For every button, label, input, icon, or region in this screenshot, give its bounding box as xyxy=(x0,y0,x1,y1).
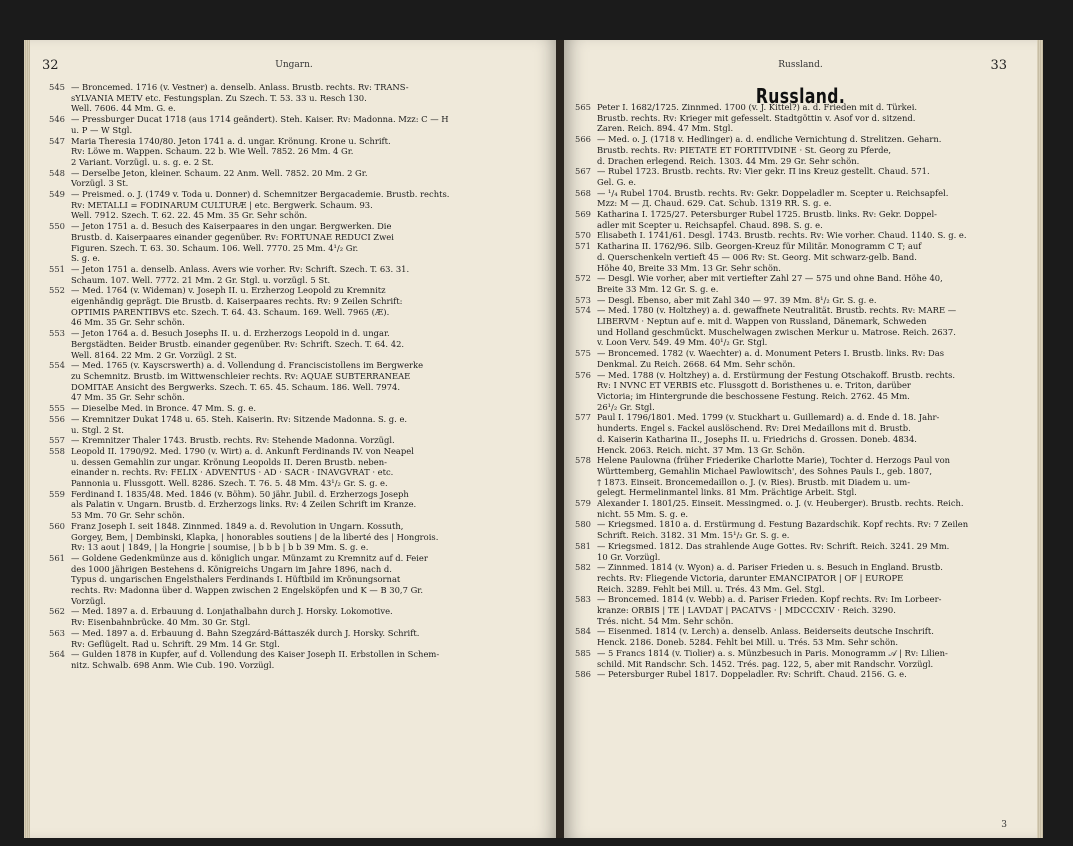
entry-line: — Desgl. Wie vorher, aber mit vertiefter Zahl 27 — 575 und ohne Band. Höhe 40, xyxy=(597,273,943,284)
entry-number: 561 xyxy=(49,552,65,563)
entry-line: — Med. 1897 a. d. Erbauung d. Bahn Szegzárd-Báttaszék durch J. Horsky. Schrift. xyxy=(71,627,420,638)
entry-line: Rv: I NVNC ET VERBIS etc. Flussgott d. Boristhenes u. e. Triton, darüber xyxy=(597,380,911,391)
entry-line: nitz. Schwalb. 698 Anm. Wie Cub. 190. Vorzügl. xyxy=(71,659,275,670)
catalog-entry xyxy=(564,594,1029,626)
entry-line: des 1000 jährigen Bestehens d. Königreichs Ungarn im Jahre 1896, nach d. xyxy=(71,563,392,574)
entry-line: und Holland geschmückt. Muschelwagen zwischen Merkur u. Matrose. Reich. 2637. xyxy=(597,326,956,337)
entry-text xyxy=(71,435,550,446)
entry-number: 555 xyxy=(49,403,65,414)
entry-line: eigenhändig geprägt. Die Brustb. d. Kaiserpaares rechts. Rv: 9 Zeilen Schrift: xyxy=(71,296,403,307)
entry-number: 552 xyxy=(49,285,65,296)
entry-line: — ¹/₄ Rubel 1704. Brustb. rechts. Rv: Gekr. Doppeladler m. Scepter u. Reichsapfel. xyxy=(597,187,949,198)
entry-text xyxy=(597,541,1029,562)
catalog-entry xyxy=(564,230,1029,241)
catalog-entry xyxy=(38,264,550,285)
entry-line: Henck. 2063. Reich. nicht. 37 Mm. 13 Gr. Schön. xyxy=(597,444,806,455)
entry-number: 583 xyxy=(575,594,591,605)
entry-line: Brustb. d. Kaiserpaares einander gegenüber. Rv: FORTUNAE REDUCI Zwei xyxy=(71,231,394,242)
catalog-entry xyxy=(564,669,1029,680)
entry-line: Well. 7912. Szech. T. 62. 22. 45 Mm. 35 Gr. Sehr schön. xyxy=(71,210,308,221)
entry-number: 568 xyxy=(575,187,591,198)
entry-text xyxy=(597,134,1029,166)
entry-line: Paul I. 1796/1801. Med. 1799 (v. Stuckhart u. Guillemard) a. d. Ende d. 18. Jahr- xyxy=(597,412,940,423)
entry-line: OPTIMIS PARENTIBVS etc. Szech. T. 64. 43. Schaum. 169. Well. 7965 (Æ). xyxy=(71,306,390,317)
entry-text xyxy=(71,649,550,670)
entry-text xyxy=(597,562,1029,594)
entry-line: 53 Mm. 70 Gr. Sehr schön. xyxy=(71,510,185,521)
entry-line: Rv: METALLI = FODINARUM CULTURÆ | etc. Bergwerk. Schaum. 93. xyxy=(71,199,373,210)
entry-line: Gorgey, Bem, | Dembinski, Klapka, | honorables soutiens | de la liberté des | Hongrois. xyxy=(71,531,439,542)
catalog-entry xyxy=(564,348,1029,369)
entry-line: Brustb. rechts. Rv: PIETATE ET FORTITVDINE · St. Georg zu Pferde, xyxy=(597,144,892,155)
entry-line: einander n. rechts. Rv: FELIX · ADVENTUS · AD · SACR · INAVGVRAT · etc. xyxy=(71,467,394,478)
entry-text xyxy=(597,519,1029,540)
entry-line: Reich. 3289. Fehlt bei Mill. u. Trés. 43 Mm. Gel. Stgl. xyxy=(597,583,825,594)
entry-line: Well. 7606. 44 Mm. G. e. xyxy=(71,103,176,114)
entry-line: Trés. nicht. 54 Mm. Sehr schön. xyxy=(597,615,734,626)
entry-text xyxy=(71,264,550,285)
catalog-entry xyxy=(564,498,1029,519)
entry-line: d. Drachen erlegend. Reich. 1303. 44 Mm. 29 Gr. Sehr schön. xyxy=(597,155,860,166)
entry-number: 578 xyxy=(575,455,591,466)
entry-line: nicht. 55 Mm. S. g. e. xyxy=(597,508,689,519)
entry-line: Henck. 2186. Doneb. 5284. Fehlt bei Mill. u. Trés. 53 Mm. Sehr schön. xyxy=(597,637,899,648)
entry-line: sYLVANIA METV etc. Festungsplan. Zu Szech. T. 53. 33 u. Resch 130. xyxy=(71,92,367,103)
entry-line: Höhe 40, Breite 33 Mm. 13 Gr. Sehr schön. xyxy=(597,262,781,273)
entry-line: — Goldene Gedenkmünze aus d. königlich ungar. Münzamt zu Kremnitz auf d. Feier xyxy=(71,552,428,563)
catalog-entry xyxy=(38,649,550,670)
entry-text xyxy=(597,295,1029,306)
entry-number: 547 xyxy=(49,135,65,146)
catalog-entry xyxy=(564,102,1029,134)
catalog-entry xyxy=(38,136,550,168)
entry-text xyxy=(71,489,550,521)
entry-line: Württemberg, Gemahlin Michael Pawlowitsch', des Sohnes Pauls I., geb. 1807, xyxy=(597,465,932,476)
entry-line: — Derselbe Jeton, kleiner. Schaum. 22 Anm. Well. 7852. 20 Mm. 2 Gr. xyxy=(71,167,368,178)
entry-line: — Kremnitzer Dukat 1748 u. 65. Steh. Kaiserin. Rv: Sitzende Madonna. S. g. e. xyxy=(71,413,408,424)
catalog-entry xyxy=(564,241,1029,273)
entry-line: — Kremnitzer Thaler 1743. Brustb. rechts. Rv: Stehende Madonna. Vorzügl. xyxy=(71,435,395,446)
entry-text xyxy=(71,446,550,489)
entry-text xyxy=(71,521,550,553)
entry-line: Pannonia u. Flussgott. Well. 8286. Szech. T. 76. 5. 48 Mm. 43¹/₂ Gr. S. g. e. xyxy=(71,478,388,489)
entry-line: 10 Gr. Vorzügl. xyxy=(597,551,661,562)
entry-number: 567 xyxy=(575,166,591,177)
entry-text xyxy=(597,648,1029,669)
entry-line: — Preismed. o. J. (1749 v. Toda u. Donner) d. Schemnitzer Bergacademie. Brustb. rechts. xyxy=(71,189,450,200)
catalog-entry xyxy=(38,221,550,264)
catalog-entry xyxy=(564,412,1029,455)
entry-number: 545 xyxy=(49,82,65,92)
entry-number: 559 xyxy=(49,488,65,499)
entry-line: 46 Mm. 35 Gr. Sehr schön. xyxy=(71,317,185,328)
entry-number: 569 xyxy=(575,209,591,220)
entry-line: Katharina I. 1725/27. Petersburger Rubel 1725. Brustb. links. Rv: Gekr. Doppel- xyxy=(597,209,937,220)
entry-text xyxy=(597,498,1029,519)
entry-line: v. Loon Verv. 549. 49 Mm. 40¹/₂ Gr. Stgl. xyxy=(597,337,768,348)
entry-line: Gel. G. e. xyxy=(597,176,636,187)
entry-line: Denkmal. Zu Reich. 2668. 64 Mm. Sehr schön. xyxy=(597,358,796,369)
entry-line: adler mit Scepter u. Reichsapfel. Chaud. 898. S. g. e. xyxy=(597,219,823,230)
entry-line: Mzz: M — Д. Chaud. 629. Cat. Schub. 1319 RR. S. g. e. xyxy=(597,198,832,209)
entry-line: — Pressburger Ducat 1718 (aus 1714 geändert). Steh. Kaiser. Rv: Madonna. Mzz: C — H xyxy=(71,114,449,125)
entry-text xyxy=(71,606,550,627)
left-running-head: Ungarn. xyxy=(275,60,313,70)
entry-text xyxy=(71,328,550,360)
catalog-entry xyxy=(564,134,1029,166)
entry-line: Ferdinand I. 1835/48. Med. 1846 (v. Böhm). 50 jähr. Jubil. d. Erzherzogs Joseph xyxy=(71,488,409,499)
entry-line: — Kriegsmed. 1810 a. d. Erstürmung d. Festung Bazardschik. Kopf rechts. Rv: 7 Zeilen xyxy=(597,519,969,530)
catalog-entry xyxy=(38,114,550,135)
entry-line: hunderts. Engel s. Fackel auslöschend. Rv: Drei Medaillons mit d. Brustb. xyxy=(597,423,911,434)
entry-line: Helene Paulowna (früher Friederike Charlotte Marie), Tochter d. Herzogs Paul von xyxy=(597,455,951,466)
entry-text xyxy=(597,412,1029,455)
catalog-entry xyxy=(38,446,550,489)
entry-line: LIBERVM · Neptun auf e. mit d. Wappen von Russland, Dänemark, Schweden xyxy=(597,316,927,327)
entry-text xyxy=(597,626,1029,647)
catalog-entry xyxy=(564,519,1029,540)
catalog-entry xyxy=(38,189,550,221)
entry-line: — Med. 1780 (v. Holtzhey) a. d. gewaffnete Neutralität. Brustb. rechts. Rv: MARE — xyxy=(597,305,957,316)
catalog-entry xyxy=(564,626,1029,647)
catalog-entry xyxy=(38,628,550,649)
entry-text xyxy=(597,594,1029,626)
entry-line: Figuren. Szech. T. 63. 30. Schaum. 106. Well. 7770. 25 Mm. 4¹/₂ Gr. xyxy=(71,242,359,253)
catalog-entry xyxy=(564,305,1029,348)
entry-line: rechts. Rv: Madonna über d. Wappen zwischen 2 Engelsköpfen und K — B 30,7 Gr. xyxy=(71,585,424,596)
entry-line: als Palatin v. Ungarn. Brustb. d. Erzherzogs links. Rv: 4 Zeilen Schrift im Kranze. xyxy=(71,499,417,510)
catalog-entry xyxy=(564,455,1029,498)
entry-line: Maria Theresia 1740/80. Jeton 1741 a. d. ungar. Krönung. Krone u. Schrift. xyxy=(71,135,391,146)
entry-line: rechts. Rv: Fliegende Victoria, darunter EMANCIPATOR | OF | EUROPE xyxy=(597,572,904,583)
entry-text xyxy=(71,628,550,649)
entry-line: — Broncemed. 1782 (v. Waechter) a. d. Monument Peters I. Brustb. links. Rv: Das xyxy=(597,348,945,359)
entry-line: u. Stgl. 2 St. xyxy=(71,424,124,435)
entry-number: 581 xyxy=(575,540,591,551)
left-entry-list xyxy=(38,82,550,671)
right-page-number: 33 xyxy=(990,58,1007,73)
entry-text xyxy=(597,188,1029,209)
entry-number: 573 xyxy=(575,294,591,305)
entry-line: — Dieselbe Med. in Bronce. 47 Mm. S. g. e. xyxy=(71,403,257,414)
left-page xyxy=(30,40,558,838)
entry-text xyxy=(597,370,1029,413)
entry-line: Rv: Löwe m. Wappen. Schaum. 22 b. Wie Well. 7852. 26 Mm. 4 Gr. xyxy=(71,146,354,157)
catalog-entry xyxy=(564,188,1029,209)
catalog-entry xyxy=(38,435,550,446)
entry-line: Rv: Eisenbahnbrücke. 40 Mm. 30 Gr. Stgl. xyxy=(71,617,251,628)
entry-line: DOMITAE Ansicht des Bergwerks. Szech. T. 65. 45. Schaum. 186. Well. 7974. xyxy=(71,381,401,392)
entry-number: 577 xyxy=(575,412,591,423)
entry-line: — Jeton 1751 a. d. Besuch des Kaiserpaares in den ungar. Bergwerken. Die xyxy=(71,221,392,232)
entry-number: 571 xyxy=(575,241,591,252)
entry-line: Bergstädten. Beider Brustb. einander gegenüber. Rv: Schrift. Szech. T. 64. 42. xyxy=(71,338,405,349)
entry-number: 562 xyxy=(49,606,65,617)
entry-number: 582 xyxy=(575,562,591,573)
entry-line: — Med. o. J. (1718 v. Hedlinger) a. d. endliche Vernichtung d. Strelitzen. Geharn. xyxy=(597,134,942,145)
entry-line: † 1873. Einseit. Broncemedaillon o. J. (v. Ries). Brustb. mit Diadem u. um- xyxy=(597,476,911,487)
entry-line: — Med. 1764 (v. Wideman) v. Joseph II. u. Erzherzog Leopold zu Kremnitz xyxy=(71,285,386,296)
entry-number: 574 xyxy=(575,305,591,316)
entry-line: — Petersburger Rubel 1817. Doppeladler. Rv: Schrift. Chaud. 2156. G. e. xyxy=(597,669,907,680)
entry-text xyxy=(597,305,1029,348)
entry-line: Brustb. rechts. Rv: Krieger mit gefesselt. Stadtgöttin v. Asof vor d. sitzend. xyxy=(597,112,916,123)
entry-line: u. P — W Stgl. xyxy=(71,124,133,135)
entry-text xyxy=(71,414,550,435)
entry-line: schild. Mit Randschr. Sch. 1452. Trés. pag. 122, 5, aber mit Randschr. Vorzügl. xyxy=(597,658,934,669)
catalog-entry xyxy=(38,168,550,189)
entry-line: Peter I. 1682/1725. Zinnmed. 1700 (v. J. Kittel?) a. d. Frieden mit d. Türkei. xyxy=(597,102,918,112)
catalog-entry xyxy=(564,541,1029,562)
entry-line: S. g. e. xyxy=(71,253,101,264)
entry-line: kranze: ORBIS | TE | LAVDAT | PACATVS · | MDCCCXIV · Reich. 3290. xyxy=(597,605,896,616)
catalog-entry xyxy=(38,403,550,414)
entry-number: 546 xyxy=(49,114,65,125)
entry-text xyxy=(71,403,550,414)
entry-number: 570 xyxy=(575,230,591,241)
catalog-entry xyxy=(38,360,550,403)
entry-line: — 5 Francs 1814 (v. Tiolier) a. s. Münzbesuch in Paris. Monogramm 𝒜 | Rv: Lilien- xyxy=(597,647,948,658)
entry-text xyxy=(597,209,1029,230)
entry-text xyxy=(71,285,550,328)
entry-number: 584 xyxy=(575,626,591,637)
entry-line: — Jeton 1751 a. denselb. Anlass. Avers wie vorher. Rv: Schrift. Szech. T. 63. 31. xyxy=(71,263,410,274)
entry-number: 558 xyxy=(49,445,65,456)
entry-line: Rv: 13 aout | 1849, | la Hongrie | soumise, | b b b | b b 39 Mm. S. g. e. xyxy=(71,542,369,553)
entry-line: gelegt. Hermelinmantel links. 81 Mm. Prächtige Arbeit. Stgl. xyxy=(597,487,857,498)
catalog-entry xyxy=(564,562,1029,594)
right-entry-list xyxy=(564,102,1029,680)
left-page-number: 32 xyxy=(42,58,59,73)
entry-number: 563 xyxy=(49,627,65,638)
entry-line: Katharina II. 1762/96. Silb. Georgen-Kreuz für Militär. Monogramm C T; auf xyxy=(597,241,922,252)
entry-line: Breite 33 Mm. 12 Gr. S. g. e. xyxy=(597,283,719,294)
catalog-entry xyxy=(564,209,1029,230)
entry-number: 560 xyxy=(49,520,65,531)
entry-line: d. Querschenkeln vertieft 45 — 006 Rv: St. Georg. Mit schwarz-gelb. Band. xyxy=(597,251,917,262)
entry-line: zu Schemnitz. Brustb. im Wittwenschleier rechts. Rv: AQUAE SUBTERRANEAE xyxy=(71,370,411,381)
entry-line: — Med. 1897 a. d. Erbauung d. Lonjathalbahn durch J. Horsky. Lokomotive. xyxy=(71,606,393,617)
entry-text xyxy=(597,455,1029,498)
catalog-entry xyxy=(38,82,550,114)
entry-line: Alexander I. 1801/25. Einseit. Messingmed. o. J. (v. Heuberger). Brustb. rechts. Reich. xyxy=(597,498,964,509)
entry-line: — Jeton 1764 a. d. Besuch Josephs II. u. d. Erzherzogs Leopold in d. ungar. xyxy=(71,328,390,339)
right-page-edge xyxy=(1037,40,1043,838)
catalog-entry xyxy=(564,295,1029,306)
catalog-entry xyxy=(38,414,550,435)
entry-line: — Med. 1788 (v. Holtzhey) a. d. Erstürmung der Festung Otschakoff. Brustb. rechts. xyxy=(597,369,956,380)
entry-text xyxy=(597,102,1029,134)
entry-text xyxy=(71,114,550,135)
catalog-entry xyxy=(564,648,1029,669)
entry-text xyxy=(71,553,550,607)
entry-number: 572 xyxy=(575,273,591,284)
entry-line: Leopold II. 1790/92. Med. 1790 (v. Wirt) a. d. Ankunft Ferdinands IV. von Neapel xyxy=(71,445,414,456)
entry-number: 564 xyxy=(49,649,65,660)
entry-line: Schaum. 107. Well. 7772. 21 Mm. 2 Gr. Stgl. u. vorzügl. 5 St. xyxy=(71,274,331,285)
catalog-entry xyxy=(38,606,550,627)
entry-line: — Eisenmed. 1814 (v. Lerch) a. denselb. Anlass. Beiderseits deutsche Inschrift. xyxy=(597,626,934,637)
entry-line: — Gulden 1878 in Kupfer, auf d. Vollendung des Kaiser Joseph II. Erbstollen in Schem- xyxy=(71,649,440,660)
entry-line: Zaren. Reich. 894. 47 Mm. Stgl. xyxy=(597,123,734,134)
section-title: Russland. xyxy=(755,84,846,108)
entry-text xyxy=(71,168,550,189)
entry-line: Elisabeth I. 1741/61. Desgl. 1743. Brustb. rechts. Rv: Wie vorher. Chaud. 1140. S. g. e. xyxy=(597,230,967,241)
entry-number: 554 xyxy=(49,360,65,371)
entry-line: — Zinnmed. 1814 (v. Wyon) a. d. Pariser Frieden u. s. Besuch in England. Brustb. xyxy=(597,562,943,573)
entry-number: 586 xyxy=(575,669,591,680)
catalog-entry xyxy=(38,553,550,607)
catalog-entry xyxy=(564,166,1029,187)
catalog-entry xyxy=(38,489,550,521)
entry-number: 585 xyxy=(575,647,591,658)
entry-number: 580 xyxy=(575,519,591,530)
entry-text xyxy=(71,82,550,114)
entry-number: 551 xyxy=(49,263,65,274)
entry-line: — Kriegsmed. 1812. Das strahlende Auge Gottes. Rv: Schrift. Reich. 3241. 29 Mm. xyxy=(597,540,950,551)
entry-number: 575 xyxy=(575,348,591,359)
entry-line: Well. 8164. 22 Mm. 2 Gr. Vorzügl. 2 St. xyxy=(71,349,237,360)
entry-line: — Broncemed. 1814 (v. Webb) a. d. Pariser Frieden. Kopf rechts. Rv: Im Lorbeer- xyxy=(597,594,942,605)
catalog-entry xyxy=(38,285,550,328)
right-running-head: Russland. xyxy=(778,60,823,70)
catalog-entry xyxy=(564,370,1029,413)
entry-number: 549 xyxy=(49,189,65,200)
entry-text xyxy=(597,669,1029,680)
entry-text xyxy=(597,348,1029,369)
right-page xyxy=(564,40,1037,838)
entry-number: 556 xyxy=(49,413,65,424)
entry-line: Typus d. ungarischen Engelsthalers Ferdinands I. Hüftbild im Krönungsornat xyxy=(71,574,401,585)
entry-number: 566 xyxy=(575,134,591,145)
entry-text xyxy=(71,136,550,168)
entry-line: — Rubel 1723. Brustb. rechts. Rv: Vier gekr. П ins Kreuz gestellt. Chaud. 571. xyxy=(597,166,930,177)
entry-number: 579 xyxy=(575,498,591,509)
entry-line: Rv: Geflügelt. Rad u. Schrift. 29 Mm. 14 Gr. Stgl. xyxy=(71,638,280,649)
entry-line: Vorzügl. 3 St. xyxy=(71,178,129,189)
entry-text xyxy=(71,221,550,264)
catalog-entry xyxy=(564,273,1029,294)
entry-number: 550 xyxy=(49,221,65,232)
entry-line: — Desgl. Ebenso, aber mit Zahl 340 — 97. 39 Mm. 8¹/₂ Gr. S. g. e. xyxy=(597,294,877,305)
entry-number: 565 xyxy=(575,102,591,112)
entry-text xyxy=(597,230,1029,241)
entry-text xyxy=(597,241,1029,273)
entry-line: Franz Joseph I. seit 1848. Zinnmed. 1849 a. d. Revolution in Ungarn. Kossuth, xyxy=(71,520,404,531)
entry-line: — Med. 1765 (v. Kayscrswerth) a. d. Vollendung d. Franciscistollens im Bergwerke xyxy=(71,360,424,371)
entry-text xyxy=(71,189,550,221)
entry-text xyxy=(597,166,1029,187)
entry-line: — Broncemed. 1716 (v. Vestner) a. denselb. Anlass. Brustb. rechts. Rv: TRANS- xyxy=(71,82,409,92)
catalog-entry xyxy=(38,328,550,360)
entry-number: 553 xyxy=(49,328,65,339)
catalog-entry xyxy=(38,521,550,553)
entry-text xyxy=(71,360,550,403)
entry-line: Schrift. Reich. 3182. 31 Mm. 15¹/₂ Gr. S. g. e. xyxy=(597,530,790,541)
entry-line: 47 Mm. 35 Gr. Sehr schön. xyxy=(71,392,185,403)
entry-number: 548 xyxy=(49,167,65,178)
entry-line: u. dessen Gemahlin zur ungar. Krönung Leopolds II. Deren Brustb. neben- xyxy=(71,456,387,467)
entry-line: 26¹/₂ Gr. Stgl. xyxy=(597,401,655,412)
entry-line: 2 Variant. Vorzügl. u. s. g. e. 2 St. xyxy=(71,156,214,167)
entry-line: d. Kaiserin Katharina II., Josephs II. u. Friedrichs d. Grossen. Doneb. 4834. xyxy=(597,433,917,444)
footer-signature-number: 3 xyxy=(1001,820,1007,830)
entry-number: 576 xyxy=(575,369,591,380)
entry-line: Victoria; im Hintergrunde die beschossene Festung. Reich. 2762. 45 Mm. xyxy=(597,390,910,401)
entry-number: 557 xyxy=(49,435,65,446)
entry-text xyxy=(597,273,1029,294)
entry-line: Vorzügl. xyxy=(71,595,106,606)
